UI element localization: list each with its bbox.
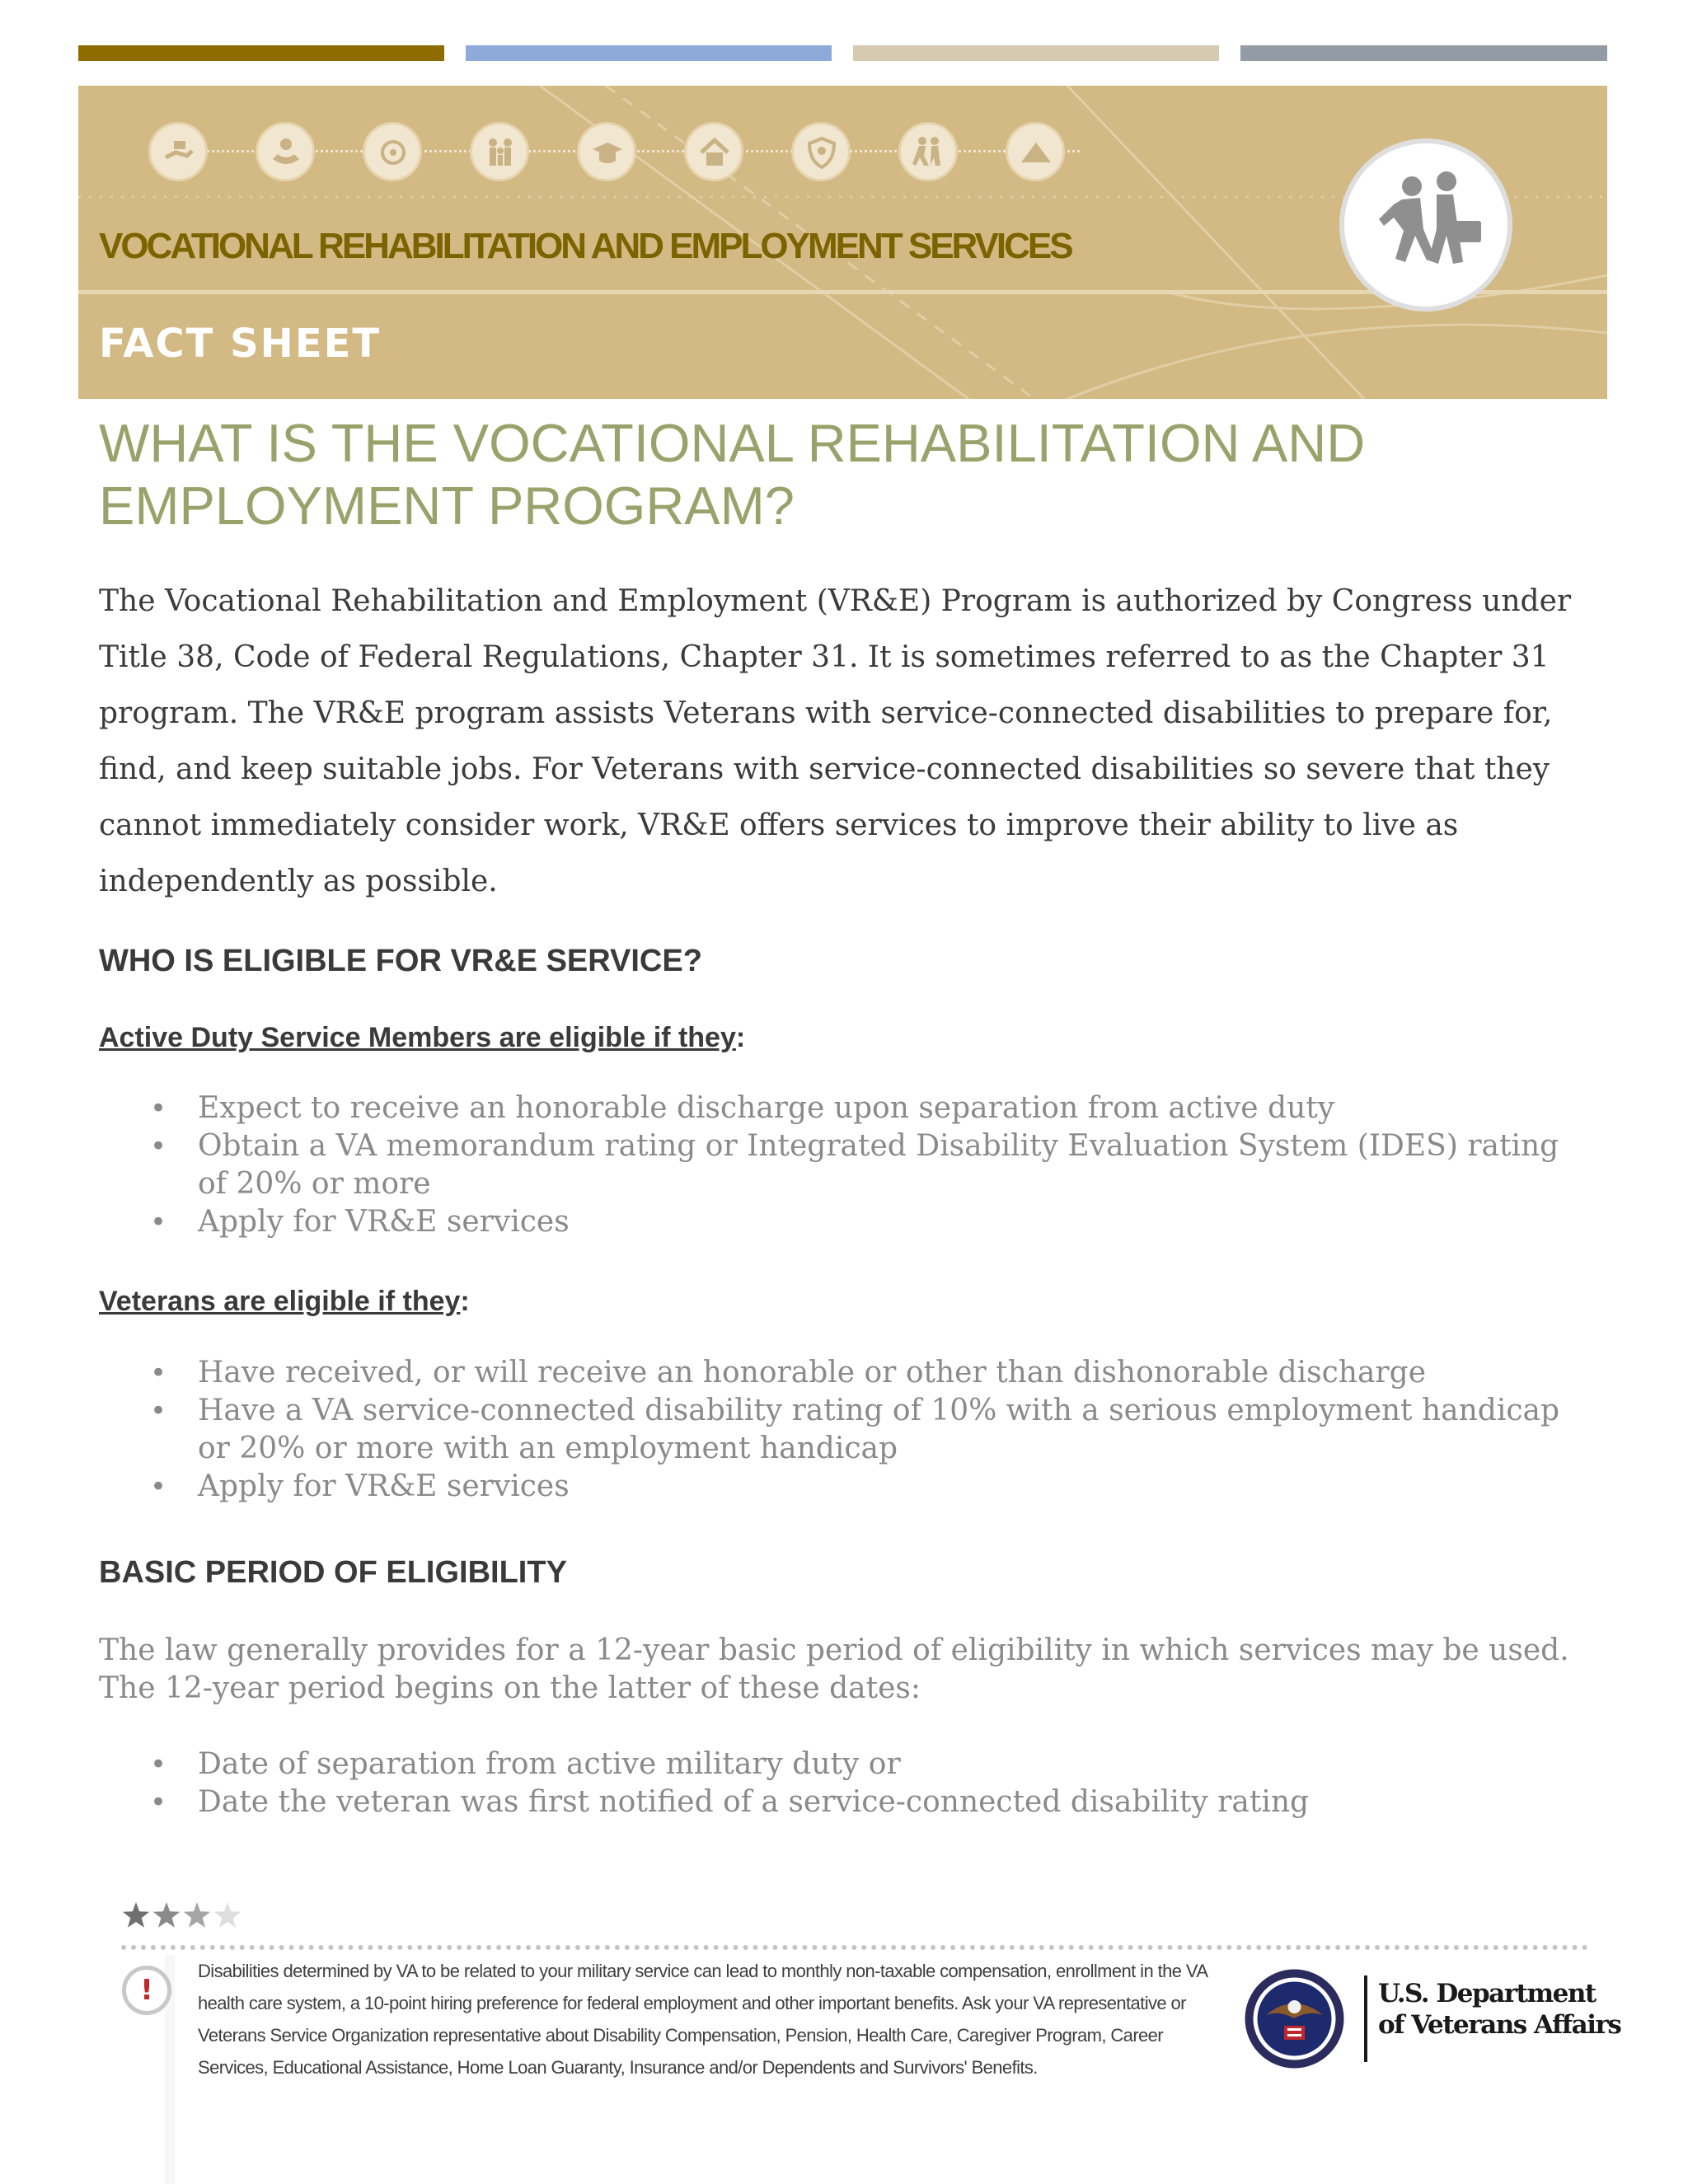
list-item: • Apply for VR&E services	[99, 1203, 1582, 1241]
header-banner	[78, 86, 1607, 399]
rating-stars	[121, 1900, 245, 1930]
intro-paragraph: The Vocational Rehabilitation and Employment (VR&E) Program is authorized by Congress under Title 38, Code of Federal Regulations, Chapter 31. It is sometimes referred to as the Chapter 31 program. The VR&E program assists Veterans with service-connected disabilities to prepare for, find, and keep suitable jobs. For Veterans with service-connected disabilities so severe that they cannot immediately consider work, VR&E offers services to improve their ability to live as independently as possible.	[99, 584, 1572, 898]
disability-compensation-icon	[148, 122, 208, 181]
stripe-gray	[1240, 45, 1607, 61]
footer-note: Disabilities determined by VA to be related to your military service can lead to monthly non-taxable compensation, enrollment in the VA health care system, a 10-point hiring preference for federal employment and other important benefits. Ask your VA representative or Veterans Service Organization representative about Disability Compensation, Pension, Health Care, Caregiver Program, Career Services, Educational Assistance, Home Loan Guaranty, Insurance and/or Dependents and Survivors' Benefits.	[198, 1961, 1207, 2078]
vocational-rehab-icon	[898, 122, 958, 181]
veterans-criteria-list	[99, 1354, 1582, 1506]
veterans-subheading	[99, 1286, 470, 1318]
veterans-label: Veterans are eligible if they	[99, 1286, 461, 1317]
job-seekers-badge	[1339, 138, 1512, 312]
job-seekers-icon	[1361, 160, 1493, 292]
stripe-tan	[853, 45, 1219, 61]
active-duty-label: Active Duty Service Members are eligible if they	[99, 1022, 736, 1053]
star-filled-icon	[123, 1902, 149, 1928]
star-filled-icon	[184, 1902, 210, 1928]
active-duty-colon: :	[735, 1022, 746, 1053]
insurance-icon	[791, 122, 851, 181]
va-seal-logo	[1243, 1967, 1346, 2070]
footer-divider	[121, 1945, 1588, 1950]
active-duty-criteria-list	[99, 1090, 1582, 1241]
stripe-gold	[78, 45, 444, 61]
basic-period-heading: BASIC PERIOD OF ELIGIBILITY	[99, 1555, 567, 1590]
list-item: • Date the veteran was first notified of a service-connected disability rating	[99, 1783, 1582, 1821]
family-icon	[470, 122, 529, 181]
active-duty-subheading	[99, 1022, 745, 1054]
list-item: • Expect to receive an honorable discharge upon separation from active duty	[99, 1090, 1582, 1127]
list-item: • Obtain a VA memorandum rating or Integrated Disability Evaluation System (IDES) rating of 20% or more	[99, 1127, 1582, 1203]
pension-icon	[256, 122, 315, 181]
basic-period-paragraph: The law generally provides for a 12-year basic period of eligibility in which services may be used. The 12-year period begins on the latter of these dates:	[99, 1633, 1569, 1705]
home-loan-icon	[684, 122, 743, 181]
veterans-colon: :	[460, 1286, 470, 1317]
fact-sheet-label: FACT SHEET	[99, 321, 382, 367]
list-item: • Apply for VR&E services	[99, 1468, 1582, 1506]
list-item: • Have received, or will receive an honorable or other than dishonorable discharge	[99, 1354, 1582, 1392]
va-wordmark-line1: U.S. Department	[1378, 1979, 1596, 2008]
program-title: VOCATIONAL REHABILITATION AND EMPLOYMENT SERVICES	[99, 226, 1071, 266]
logo-divider	[1364, 1975, 1367, 2062]
main-heading: WHAT IS THE VOCATIONAL REHABILITATION AND EMPLOYMENT PROGRAM?	[99, 413, 1366, 536]
list-item: • Date of separation from active military duty or	[99, 1746, 1582, 1783]
star-empty-icon	[214, 1902, 241, 1928]
star-filled-icon	[153, 1902, 180, 1928]
warning-icon: !	[122, 1966, 171, 2015]
va-wordmark-line2: of Veterans Affairs	[1378, 2010, 1621, 2040]
va-wordmark	[1378, 1978, 1620, 2041]
list-item: • Have a VA service-connected disability rating of 10% with a serious employment handicap or 20% or more with an employment handicap	[99, 1392, 1582, 1468]
stripe-blue	[466, 45, 832, 61]
eligibility-heading: WHO IS ELIGIBLE FOR VR&E SERVICE?	[99, 944, 702, 978]
memorial-flag-icon	[1006, 122, 1065, 181]
health-care-icon	[363, 122, 422, 181]
basic-period-dates-list	[99, 1746, 1582, 1821]
education-icon	[577, 122, 636, 181]
top-color-stripes	[78, 45, 1607, 61]
